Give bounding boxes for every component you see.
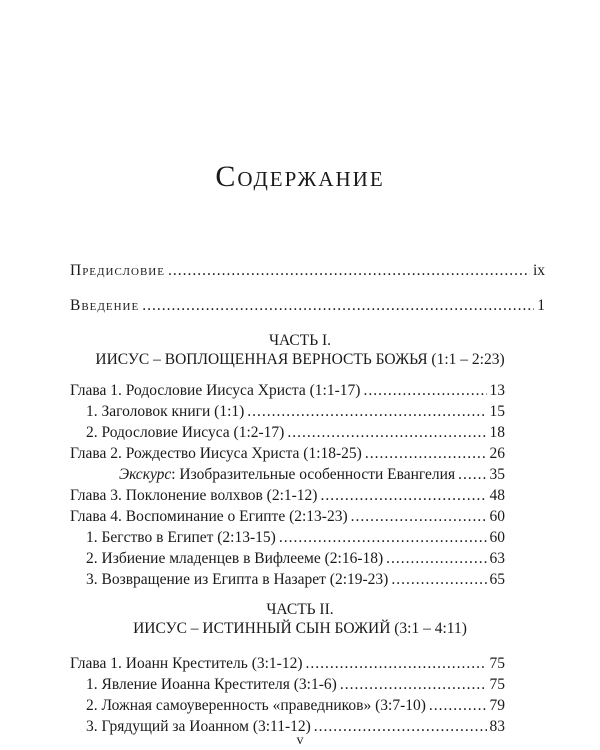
leader-dots — [365, 444, 487, 464]
toc-entry[interactable] — [70, 444, 505, 464]
part-subtitle: ИИСУС – ВОПЛОЩЕННАЯ ВЕРНОСТЬ БОЖЬЯ (1:1 – 2:23) — [95, 351, 505, 368]
toc-entry-page: 83 — [489, 718, 505, 735]
toc-entry-page: 75 — [489, 655, 505, 672]
toc-entry[interactable] — [70, 654, 505, 674]
leader-dots — [363, 381, 486, 401]
toc-entry-label: 1. Бегство в Египет (2:13-15) — [86, 529, 276, 546]
toc-entry-label: Предисловие — [70, 262, 165, 279]
page-title: Содержание — [215, 160, 385, 193]
toc-entry-page: 48 — [489, 487, 505, 504]
toc-entry-label: Глава 4. Воспоминание о Египте (2:13-23) — [70, 508, 348, 525]
leader-dots — [287, 423, 486, 443]
toc-entry[interactable] — [70, 486, 505, 506]
toc-entry[interactable] — [86, 549, 505, 569]
toc-entry[interactable] — [70, 381, 505, 401]
page-number: v — [296, 733, 304, 748]
toc-entry-label: 3. Возвращение из Египта в Назарет (2:19-23) — [86, 571, 389, 588]
part-heading: ЧАСТЬ II. — [266, 601, 334, 618]
toc-entry-label: 2. Ложная самоуверенность «праведников» (3:7-10) — [86, 697, 426, 714]
toc-entry[interactable] — [70, 507, 505, 527]
leader-dots — [320, 486, 486, 506]
toc-entry-label: Введение — [70, 297, 140, 314]
toc-entry-excursus[interactable] — [119, 465, 505, 485]
toc-entry-label: Глава 1. Иоанн Креститель (3:1-12) — [70, 655, 303, 672]
leader-dots — [306, 654, 487, 674]
excursus-text: : Изобразительные особенности Евангелия — [171, 466, 456, 483]
toc-entry-page: 35 — [489, 466, 505, 483]
toc-entry-page: 18 — [489, 424, 505, 441]
toc-entry-label: 3. Грядущий за Иоанном (3:11-12) — [86, 718, 311, 735]
leader-dots — [386, 549, 486, 569]
leader-dots — [458, 465, 486, 485]
toc-entry-page: 13 — [489, 382, 505, 399]
toc-entry-page: 26 — [489, 445, 505, 462]
leader-dots — [279, 528, 487, 548]
toc-entry-label: Глава 2. Рождество Иисуса Христа (1:18-25) — [70, 445, 362, 462]
toc-entry[interactable] — [86, 675, 505, 695]
toc-entry-page: 63 — [489, 550, 505, 567]
leader-dots — [142, 296, 534, 316]
toc-entry-page: 75 — [489, 676, 505, 693]
toc-entry-preface[interactable] — [70, 261, 545, 281]
leader-dots — [391, 570, 486, 590]
toc-entry-label — [119, 465, 455, 485]
toc-entry-label: Глава 3. Поклонение волхвов (2:1-12) — [70, 487, 318, 504]
toc-entry-label: 1. Заголовок книги (1:1) — [86, 403, 245, 420]
excursus-label: Экскурс — [119, 466, 172, 483]
toc-entry[interactable] — [86, 570, 505, 590]
toc-entry-page: 60 — [489, 529, 505, 546]
toc-entry-label: 1. Явление Иоанна Крестителя (3:1-6) — [86, 676, 337, 693]
toc-entry[interactable] — [86, 528, 505, 548]
part-heading: ЧАСТЬ I. — [268, 332, 332, 349]
leader-dots — [340, 675, 487, 695]
part-subtitle: ИИСУС – ИСТИННЫЙ СЫН БОЖИЙ (3:1 – 4:11) — [133, 620, 467, 637]
toc-entry-page: 79 — [489, 697, 505, 714]
toc-entry-page: 60 — [489, 508, 505, 525]
leader-dots — [351, 507, 487, 527]
toc-entry[interactable] — [86, 696, 505, 716]
leader-dots — [168, 261, 530, 281]
toc-entry-page: 15 — [489, 403, 505, 420]
toc-entry-label: 2. Родословие Иисуса (1:2-17) — [86, 424, 285, 441]
leader-dots — [247, 402, 486, 422]
toc-entry[interactable] — [86, 423, 505, 443]
leader-dots — [429, 696, 487, 716]
toc-entry-page: 1 — [537, 297, 545, 314]
toc-entry-label: 2. Избиение младенцев в Вифлееме (2:16-18) — [86, 550, 384, 567]
toc-entry[interactable] — [86, 402, 505, 422]
toc-entry-label: Глава 1. Родословие Иисуса Христа (1:1-17) — [70, 382, 361, 399]
toc-entry-page: 65 — [489, 571, 505, 588]
toc-entry-introduction[interactable] — [70, 296, 545, 316]
toc-entry-page: ix — [532, 262, 545, 279]
